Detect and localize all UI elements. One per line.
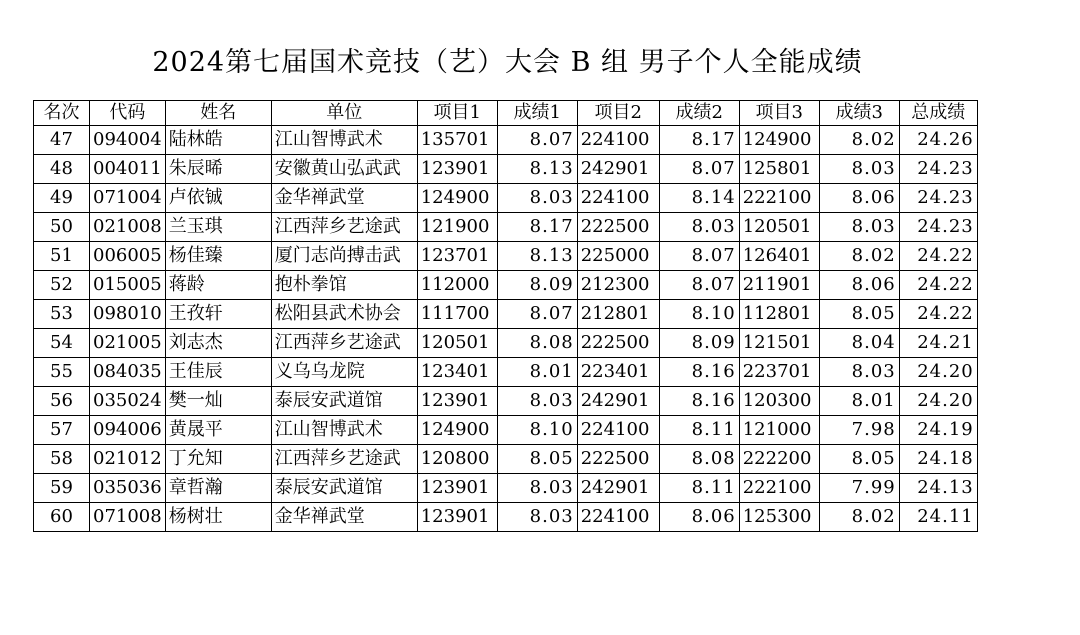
unit-cell: 泰辰安武道馆 (271, 474, 417, 503)
total-cell: 24.22 (899, 271, 977, 300)
code-cell: 021008 (90, 213, 166, 242)
rank-cell: 53 (34, 300, 90, 329)
rank-cell: 58 (34, 445, 90, 474)
item3-cell: 120501 (739, 213, 819, 242)
header-item3: 项目3 (739, 101, 819, 126)
score3-cell: 7.98 (819, 416, 899, 445)
rank-cell: 52 (34, 271, 90, 300)
table-row (34, 329, 978, 358)
score1-cell: 8.05 (497, 445, 577, 474)
score2-cell: 8.10 (659, 300, 739, 329)
item2-cell: 212300 (577, 271, 659, 300)
rank-cell: 51 (34, 242, 90, 271)
item1-cell: 124900 (417, 416, 497, 445)
rank-cell: 60 (34, 503, 90, 532)
unit-cell: 江西萍乡艺途武 (271, 213, 417, 242)
code-cell: 004011 (90, 155, 166, 184)
item1-cell: 123401 (417, 358, 497, 387)
page-title: 2024第七届国术竞技（艺）大会 B 组 男子个人全能成绩 (152, 47, 863, 78)
unit-cell: 抱朴拳馆 (271, 271, 417, 300)
name-cell: 刘志杰 (165, 329, 271, 358)
item1-cell: 121900 (417, 213, 497, 242)
score1-cell: 8.13 (497, 155, 577, 184)
header-total: 总成绩 (899, 101, 977, 126)
rank-cell: 56 (34, 387, 90, 416)
item2-cell: 242901 (577, 155, 659, 184)
unit-cell: 江西萍乡艺途武 (271, 445, 417, 474)
rank-cell: 54 (34, 329, 90, 358)
unit-cell: 泰辰安武道馆 (271, 387, 417, 416)
total-cell: 24.18 (899, 445, 977, 474)
header-unit: 单位 (271, 101, 417, 126)
code-cell: 071004 (90, 184, 166, 213)
score2-cell: 8.07 (659, 271, 739, 300)
item3-cell: 112801 (739, 300, 819, 329)
name-cell: 蒋龄 (165, 271, 271, 300)
score3-cell: 8.03 (819, 213, 899, 242)
score1-cell: 8.08 (497, 329, 577, 358)
total-cell: 24.20 (899, 387, 977, 416)
name-cell: 黄晟平 (165, 416, 271, 445)
item3-cell: 124900 (739, 126, 819, 155)
total-cell: 24.21 (899, 329, 977, 358)
table-row (34, 474, 978, 503)
header-row (34, 101, 978, 126)
item1-cell: 123901 (417, 155, 497, 184)
score3-cell: 8.01 (819, 387, 899, 416)
score2-cell: 8.11 (659, 416, 739, 445)
item3-cell: 120300 (739, 387, 819, 416)
item2-cell: 224100 (577, 184, 659, 213)
code-cell: 094006 (90, 416, 166, 445)
table-row (34, 387, 978, 416)
item2-cell: 212801 (577, 300, 659, 329)
total-cell: 24.26 (899, 126, 977, 155)
unit-cell: 江山智博武术 (271, 416, 417, 445)
unit-cell: 金华禅武堂 (271, 184, 417, 213)
score1-cell: 8.03 (497, 387, 577, 416)
total-cell: 24.19 (899, 416, 977, 445)
header-score1: 成绩1 (497, 101, 577, 126)
score1-cell: 8.10 (497, 416, 577, 445)
item1-cell: 123901 (417, 503, 497, 532)
score3-cell: 8.06 (819, 184, 899, 213)
unit-cell: 松阳县武术协会 (271, 300, 417, 329)
score3-cell: 7.99 (819, 474, 899, 503)
item1-cell: 135701 (417, 126, 497, 155)
score1-cell: 8.03 (497, 474, 577, 503)
table-row (34, 358, 978, 387)
score3-cell: 8.02 (819, 242, 899, 271)
table-row (34, 503, 978, 532)
score2-cell: 8.07 (659, 242, 739, 271)
item3-cell: 126401 (739, 242, 819, 271)
item1-cell: 112000 (417, 271, 497, 300)
results-table (33, 100, 978, 532)
name-cell: 朱辰晞 (165, 155, 271, 184)
name-cell: 章哲瀚 (165, 474, 271, 503)
item3-cell: 223701 (739, 358, 819, 387)
score1-cell: 8.09 (497, 271, 577, 300)
score3-cell: 8.03 (819, 155, 899, 184)
total-cell: 24.11 (899, 503, 977, 532)
score1-cell: 8.01 (497, 358, 577, 387)
score2-cell: 8.16 (659, 387, 739, 416)
name-cell: 卢依铖 (165, 184, 271, 213)
item1-cell: 120501 (417, 329, 497, 358)
item2-cell: 242901 (577, 474, 659, 503)
score1-cell: 8.03 (497, 184, 577, 213)
name-cell: 兰玉琪 (165, 213, 271, 242)
total-cell: 24.23 (899, 213, 977, 242)
rank-cell: 50 (34, 213, 90, 242)
table-body (34, 126, 978, 532)
score2-cell: 8.07 (659, 155, 739, 184)
name-cell: 杨树壮 (165, 503, 271, 532)
item2-cell: 242901 (577, 387, 659, 416)
score1-cell: 8.03 (497, 503, 577, 532)
score2-cell: 8.08 (659, 445, 739, 474)
score1-cell: 8.17 (497, 213, 577, 242)
header-score3: 成绩3 (819, 101, 899, 126)
item3-cell: 121501 (739, 329, 819, 358)
item2-cell: 223401 (577, 358, 659, 387)
code-cell: 094004 (90, 126, 166, 155)
total-cell: 24.22 (899, 242, 977, 271)
score3-cell: 8.03 (819, 358, 899, 387)
score3-cell: 8.02 (819, 503, 899, 532)
name-cell: 王孜轩 (165, 300, 271, 329)
score1-cell: 8.07 (497, 300, 577, 329)
item3-cell: 121000 (739, 416, 819, 445)
code-cell: 098010 (90, 300, 166, 329)
score1-cell: 8.07 (497, 126, 577, 155)
header-item1: 项目1 (417, 101, 497, 126)
header-code: 代码 (90, 101, 166, 126)
item2-cell: 222500 (577, 445, 659, 474)
code-cell: 035024 (90, 387, 166, 416)
header-rank: 名次 (34, 101, 90, 126)
header-name: 姓名 (165, 101, 271, 126)
rank-cell: 48 (34, 155, 90, 184)
item2-cell: 222500 (577, 213, 659, 242)
item2-cell: 224100 (577, 126, 659, 155)
rank-cell: 59 (34, 474, 90, 503)
table-row (34, 213, 978, 242)
score2-cell: 8.16 (659, 358, 739, 387)
item3-cell: 222100 (739, 474, 819, 503)
unit-cell: 江西萍乡艺途武 (271, 329, 417, 358)
total-cell: 24.23 (899, 184, 977, 213)
total-cell: 24.13 (899, 474, 977, 503)
name-cell: 丁允知 (165, 445, 271, 474)
table-row (34, 126, 978, 155)
name-cell: 陆林皓 (165, 126, 271, 155)
item1-cell: 124900 (417, 184, 497, 213)
score3-cell: 8.05 (819, 300, 899, 329)
code-cell: 071008 (90, 503, 166, 532)
score2-cell: 8.14 (659, 184, 739, 213)
item2-cell: 222500 (577, 329, 659, 358)
code-cell: 006005 (90, 242, 166, 271)
score3-cell: 8.06 (819, 271, 899, 300)
score1-cell: 8.13 (497, 242, 577, 271)
item3-cell: 211901 (739, 271, 819, 300)
item1-cell: 123901 (417, 387, 497, 416)
item1-cell: 111700 (417, 300, 497, 329)
code-cell: 021005 (90, 329, 166, 358)
header-score2: 成绩2 (659, 101, 739, 126)
item1-cell: 120800 (417, 445, 497, 474)
code-cell: 084035 (90, 358, 166, 387)
rank-cell: 57 (34, 416, 90, 445)
total-cell: 24.20 (899, 358, 977, 387)
name-cell: 王佳辰 (165, 358, 271, 387)
score2-cell: 8.09 (659, 329, 739, 358)
item2-cell: 224100 (577, 503, 659, 532)
score2-cell: 8.17 (659, 126, 739, 155)
unit-cell: 义乌乌龙院 (271, 358, 417, 387)
item3-cell: 222200 (739, 445, 819, 474)
score3-cell: 8.04 (819, 329, 899, 358)
code-cell: 015005 (90, 271, 166, 300)
score2-cell: 8.06 (659, 503, 739, 532)
score2-cell: 8.03 (659, 213, 739, 242)
unit-cell: 厦门志尚搏击武 (271, 242, 417, 271)
item3-cell: 125300 (739, 503, 819, 532)
score3-cell: 8.02 (819, 126, 899, 155)
table-row (34, 445, 978, 474)
item2-cell: 224100 (577, 416, 659, 445)
rank-cell: 49 (34, 184, 90, 213)
table-row (34, 184, 978, 213)
total-cell: 24.22 (899, 300, 977, 329)
item3-cell: 125801 (739, 155, 819, 184)
score3-cell: 8.05 (819, 445, 899, 474)
table-row (34, 300, 978, 329)
name-cell: 樊一灿 (165, 387, 271, 416)
score2-cell: 8.11 (659, 474, 739, 503)
table-row (34, 242, 978, 271)
item1-cell: 123901 (417, 474, 497, 503)
header-item2: 项目2 (577, 101, 659, 126)
unit-cell: 金华禅武堂 (271, 503, 417, 532)
name-cell: 杨佳臻 (165, 242, 271, 271)
table-row (34, 155, 978, 184)
code-cell: 021012 (90, 445, 166, 474)
item2-cell: 225000 (577, 242, 659, 271)
item3-cell: 222100 (739, 184, 819, 213)
total-cell: 24.23 (899, 155, 977, 184)
item1-cell: 123701 (417, 242, 497, 271)
code-cell: 035036 (90, 474, 166, 503)
unit-cell: 安徽黄山弘武武 (271, 155, 417, 184)
table-row (34, 271, 978, 300)
unit-cell: 江山智博武术 (271, 126, 417, 155)
rank-cell: 55 (34, 358, 90, 387)
rank-cell: 47 (34, 126, 90, 155)
table-row (34, 416, 978, 445)
